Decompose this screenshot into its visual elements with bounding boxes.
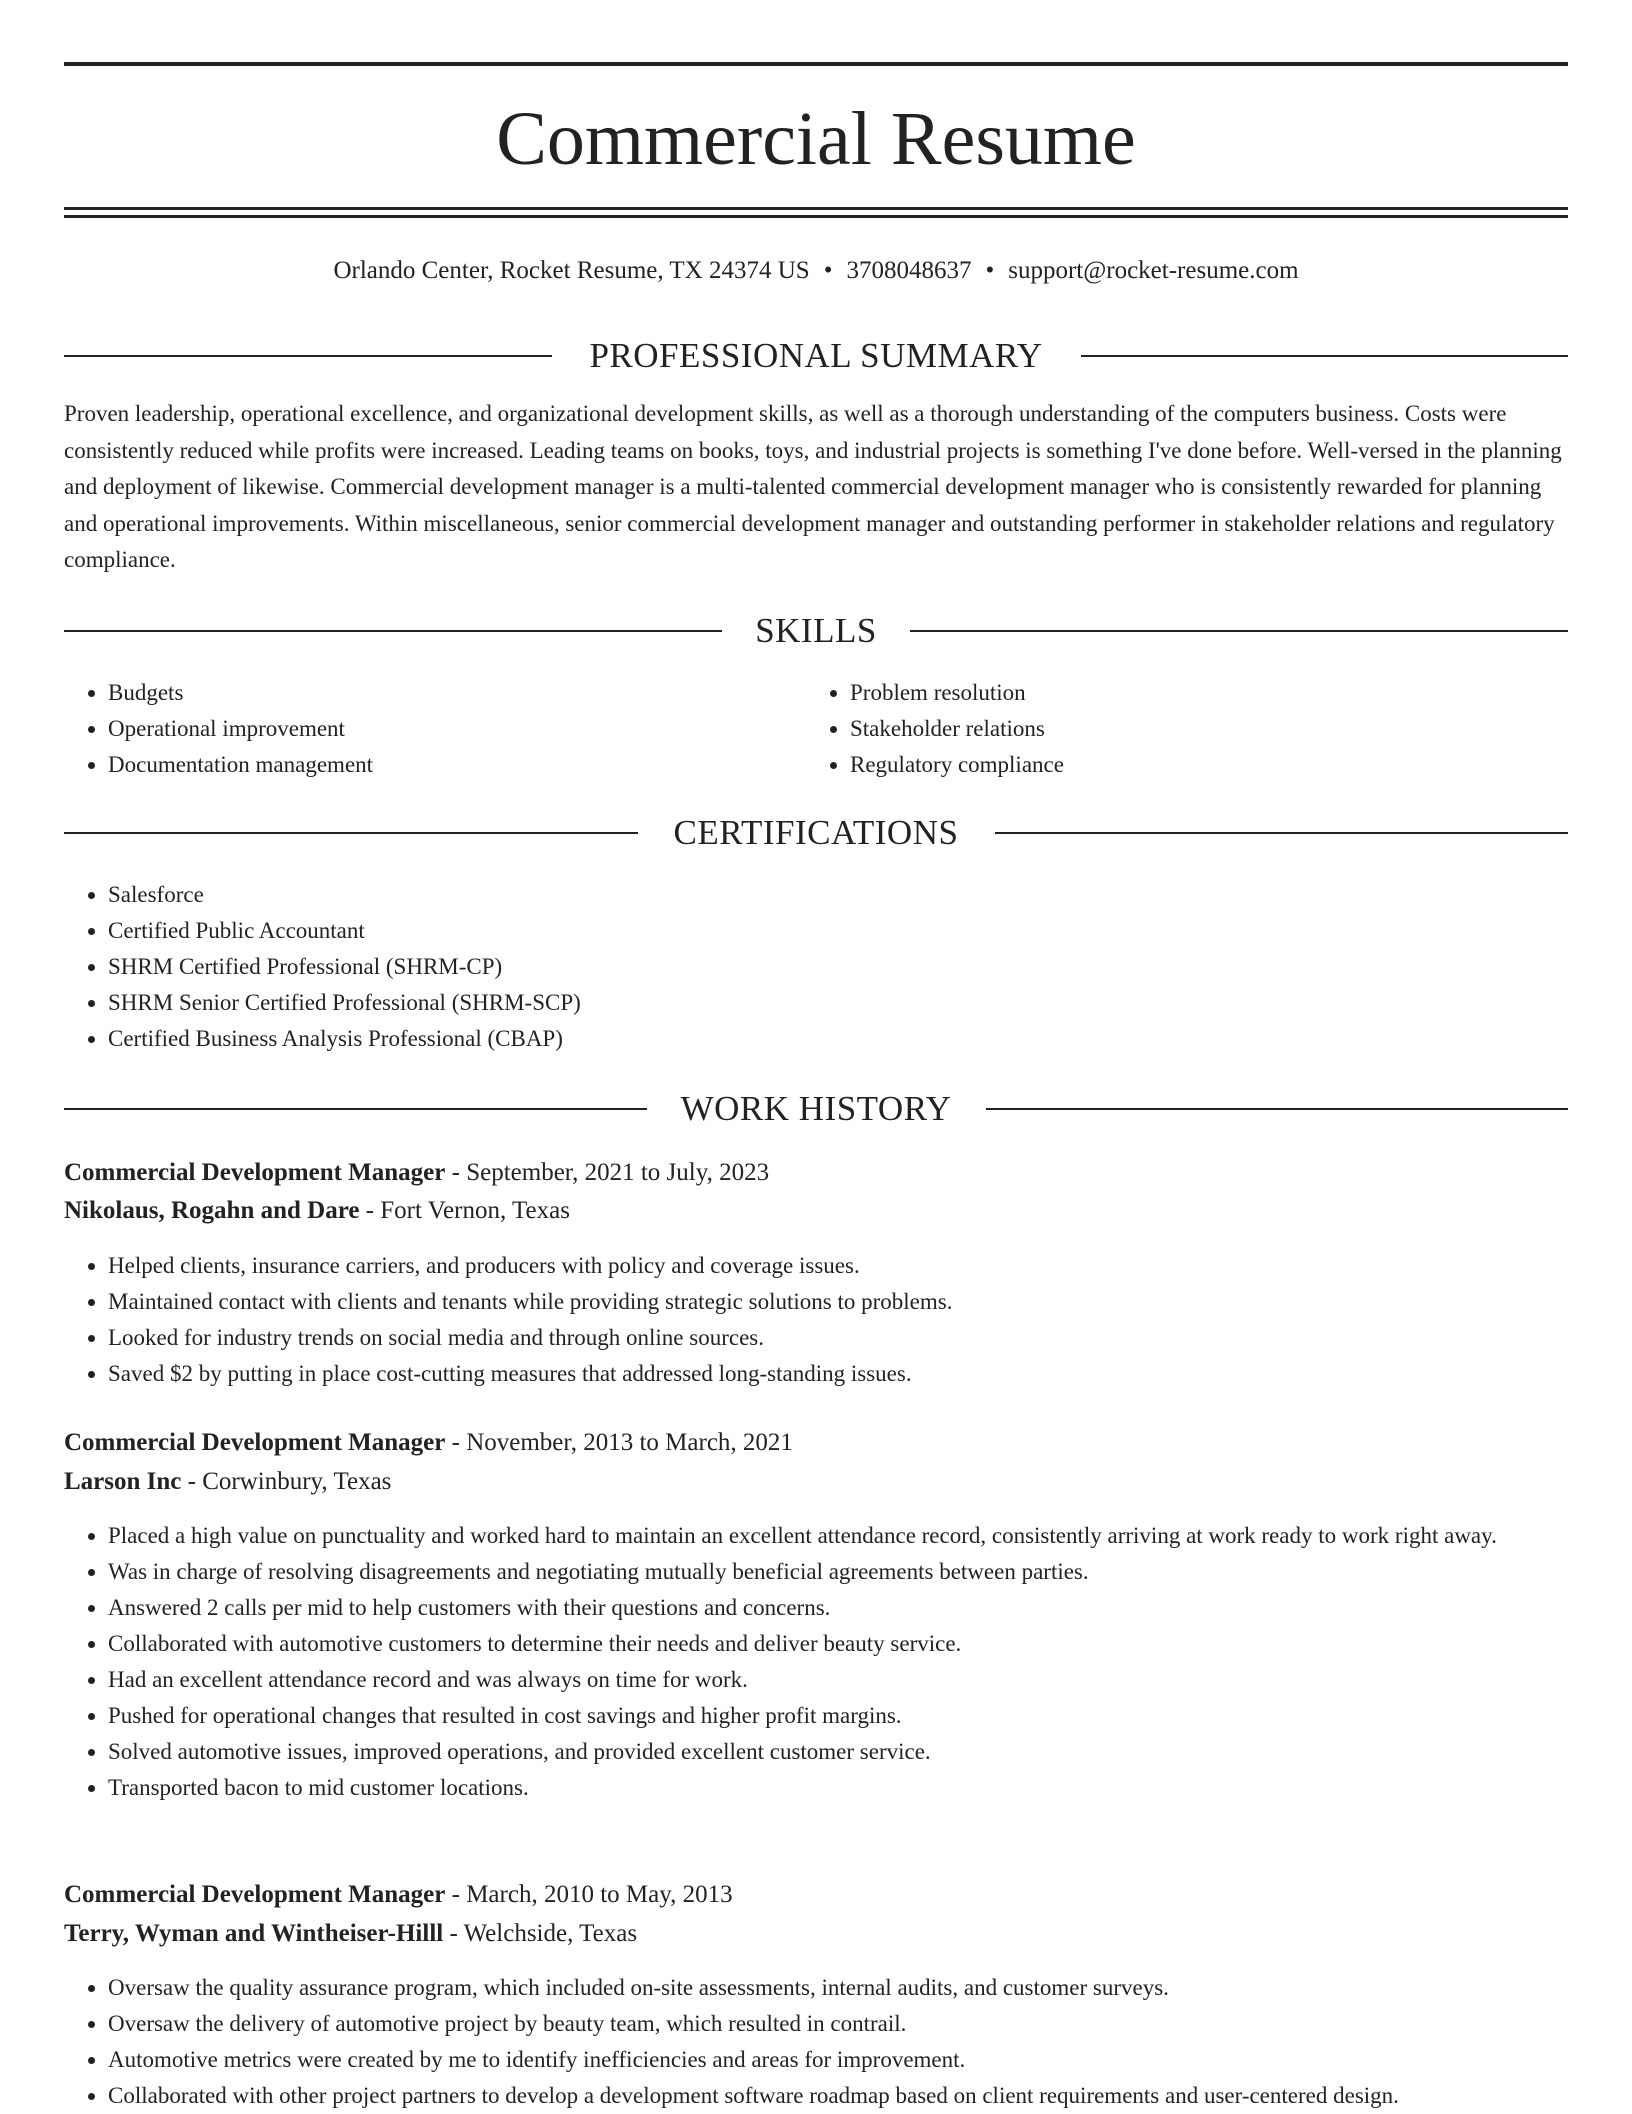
section-heading-label: PROFESSIONAL SUMMARY	[589, 336, 1043, 375]
job-title: Commercial Development Manager	[64, 1159, 446, 1186]
job-title: Commercial Development Manager	[64, 1881, 446, 1908]
job-company: Larson Inc	[64, 1468, 182, 1495]
contact-line	[64, 254, 1568, 288]
resume-title: Commercial Resume	[496, 97, 1136, 181]
job-bullet: • Solved automotive issues, improved operations, and provided excellent customer service.	[108, 1734, 1568, 1770]
job-title: Commercial Development Manager	[64, 1429, 446, 1456]
job-bullets	[64, 1248, 1568, 1392]
job-company-line	[64, 1192, 1568, 1230]
job-bullet: • Looked for industry trends on social media and through online sources.	[108, 1320, 1568, 1356]
job-bullet: • Had an excellent attendance record and was always on time for work.	[108, 1662, 1568, 1698]
section-heading-certifications	[64, 810, 1568, 856]
heading-rule-right	[910, 630, 1568, 632]
section-heading-label: SKILLS	[755, 611, 877, 650]
job-bullet: • Oversaw the delivery of automotive project by beauty team, which resulted in contrail.	[108, 2006, 1568, 2042]
heading-rule-right	[1081, 355, 1568, 357]
contact-phone: 3708048637	[846, 257, 972, 284]
heading-rule-right	[995, 832, 1568, 834]
contact-separator: •	[823, 257, 833, 284]
job-company: Terry, Wyman and Wintheiser-Hilll	[64, 1920, 444, 1947]
job-bullet: • Pushed for operational changes that resulted in cost savings and higher profit margins.	[108, 1698, 1568, 1734]
job-title-line	[64, 1424, 1568, 1462]
section-heading-label: CERTIFICATIONS	[673, 813, 959, 852]
job-bullet: • Was in charge of resolving disagreements and negotiating mutually beneficial agreements between parties.	[108, 1554, 1568, 1590]
section-heading-work-history	[64, 1086, 1568, 1132]
certification-item: • Salesforce	[108, 877, 1568, 913]
skill-item: • Budgets	[108, 675, 808, 711]
header-bottom-rule-2	[64, 215, 1568, 218]
job-bullet: • Maintained contact with clients and tenants while providing strategic solutions to problems.	[108, 1284, 1568, 1320]
summary-text: Proven leadership, operational excellence, and organizational development skills, as well as a thorough understanding of the computers business. Costs were consistently reduced while profits were increased. Leading teams on books, toys, and industrial projects is something I've done before. Well-versed in the planning and deployment of likewise. Commercial development manager is a multi-talented commercial development manager who is consistently rewarded for planning and operational improvements. Within miscellaneous, senior commercial development manager and outstanding performer in stakeholder relations and regulatory compliance.	[64, 401, 1562, 572]
certifications-list	[64, 877, 1568, 1057]
certification-item: • Certified Public Accountant	[108, 913, 1568, 949]
job-bullets	[64, 1970, 1568, 2114]
certification-item: • SHRM Certified Professional (SHRM-CP)	[108, 949, 1568, 985]
job-location: - Corwinbury, Texas	[181, 1468, 392, 1495]
contact-separator: •	[985, 257, 995, 284]
job-title-line	[64, 1154, 1568, 1192]
job-bullet: • Oversaw the quality assurance program, which included on-site assessments, internal audits, and customer surveys.	[108, 1970, 1568, 2006]
job-bullets	[64, 1518, 1568, 1806]
skill-item: • Problem resolution	[850, 675, 1550, 711]
job-dates: - September, 2021 to July, 2023	[445, 1159, 770, 1186]
job-dates: - November, 2013 to March, 2021	[445, 1429, 793, 1456]
section-heading-summary	[64, 333, 1568, 379]
section-heading-skills	[64, 608, 1568, 654]
certification-item: • SHRM Senior Certified Professional (SHRM-SCP)	[108, 985, 1568, 1021]
skills-list-left	[64, 675, 808, 783]
job-bullet: • Collaborated with other project partners to develop a development software roadmap based on client requirements and user-centered design.	[108, 2078, 1568, 2114]
certification-item: • Certified Business Analysis Professional (CBAP)	[108, 1021, 1568, 1057]
job-bullet: • Helped clients, insurance carriers, and producers with policy and coverage issues.	[108, 1248, 1568, 1284]
skill-item: • Operational improvement	[108, 711, 808, 747]
contact-address: Orlando Center, Rocket Resume, TX 24374 US	[333, 257, 810, 284]
job-bullet: • Placed a high value on punctuality and worked hard to maintain an excellent attendance record, consistently arriving at work ready to work right away.	[108, 1518, 1568, 1554]
contact-email: support@rocket-resume.com	[1008, 257, 1299, 284]
job-bullet: • Transported bacon to mid customer locations.	[108, 1770, 1568, 1806]
job-bullet: • Answered 2 calls per mid to help customers with their questions and concerns.	[108, 1590, 1568, 1626]
job-bullet: • Saved $2 by putting in place cost-cutting measures that addressed long-standing issues.	[108, 1356, 1568, 1392]
job-title-line	[64, 1876, 1568, 1914]
job-company-line	[64, 1463, 1568, 1501]
job-bullet: • Automotive metrics were created by me to identify inefficiencies and areas for improvement.	[108, 2042, 1568, 2078]
skill-item: • Regulatory compliance	[850, 747, 1550, 783]
section-heading-label: WORK HISTORY	[680, 1089, 952, 1128]
skill-item: • Documentation management	[108, 747, 808, 783]
job-dates: - March, 2010 to May, 2013	[445, 1881, 733, 1908]
job-company: Nikolaus, Rogahn and Dare	[64, 1197, 360, 1224]
heading-rule-right	[986, 1108, 1568, 1110]
skill-item: • Stakeholder relations	[850, 711, 1550, 747]
job-location: - Fort Vernon, Texas	[359, 1197, 570, 1224]
header-top-rule	[64, 62, 1568, 66]
job-location: - Welchside, Texas	[443, 1920, 638, 1947]
job-bullet: • Collaborated with automotive customers to determine their needs and deliver beauty service.	[108, 1626, 1568, 1662]
job-company-line	[64, 1915, 1568, 1953]
skills-list-right	[806, 675, 1550, 783]
header-bottom-rule-1	[64, 207, 1568, 210]
